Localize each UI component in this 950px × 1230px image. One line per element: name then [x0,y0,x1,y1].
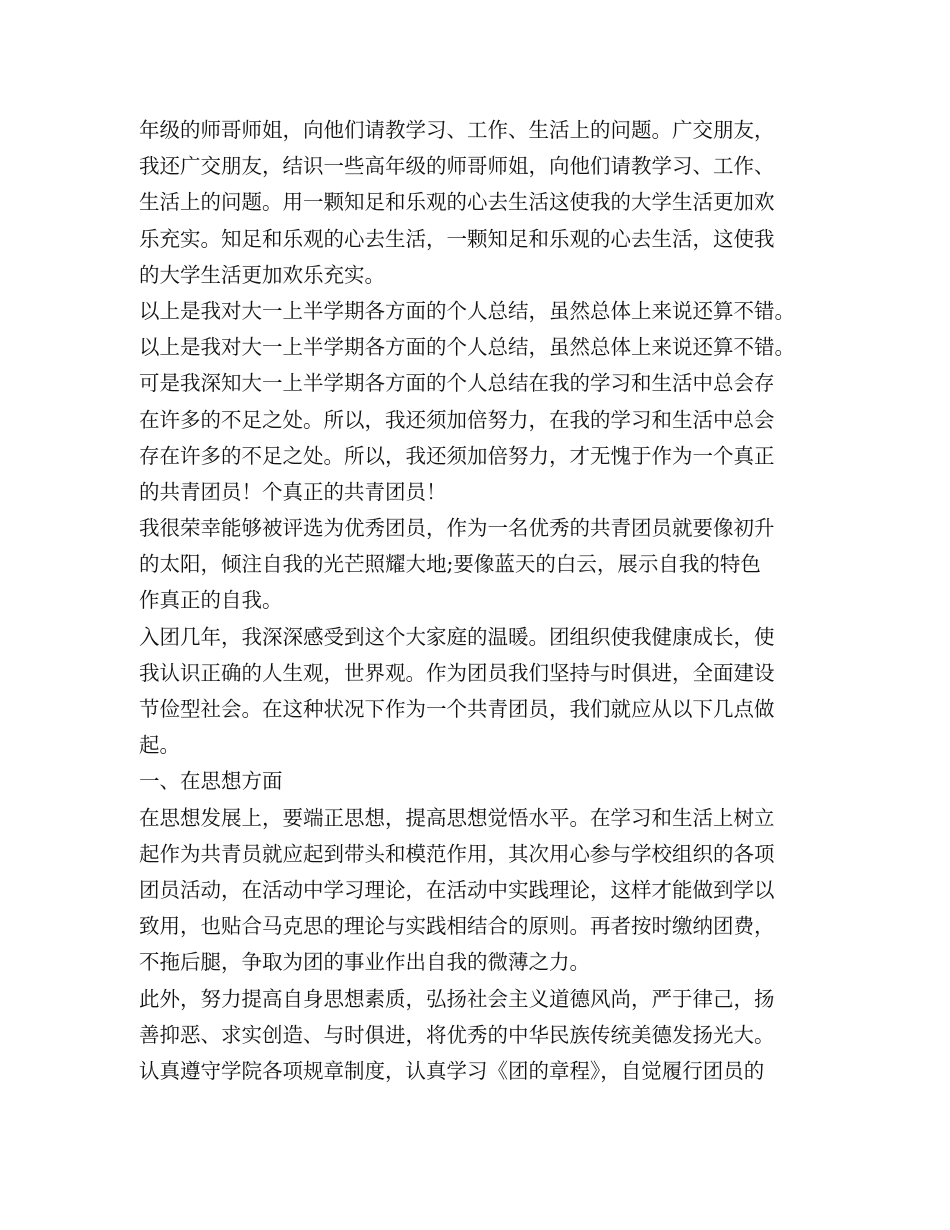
text-line: 我很荣幸能够被评选为优秀团员，作为一名优秀的共青团员就要像初升 [139,516,775,541]
text-line: 的太阳，倾注自我的光芒照耀大地;要像蓝天的白云，展示自我的特色 [139,552,761,577]
text-line: 团员活动，在活动中学习理论，在活动中实践理论，这样才能做到学以 [139,877,775,902]
text-line: 我认识正确的人生观，世界观。作为团员我们坚持与时俱进，全面建设 [139,660,775,685]
text-line: 年级的师哥师姐，向他们请教学习、工作、生活上的问题。广交朋友， [139,118,775,142]
text-line: 入团几年，我深深感受到这个大家庭的温暖。团组织使我健康成长，使 [139,624,775,649]
text-line: 我还广交朋友，结识一些高年级的师哥师姐，向他们请教学习、工作、 [139,154,775,179]
text-line: 以上是我对大一上半学期各方面的个人总结，虽然总体上来说还算不错。 [139,298,795,323]
text-line: 作真正的自我。 [139,588,283,613]
text-line: 的共青团员！个真正的共青团员！ [139,479,447,504]
text-line: 在思想发展上，要端正思想，提高思想觉悟水平。在学习和生活上树立 [139,805,775,830]
text-line: 生活上的问题。用一颗知足和乐观的心去生活这使我的大学生活更加欢 [139,190,775,215]
text-line: 的大学生活更加欢乐充实。 [139,262,385,287]
text-line: 在许多的不足之处。所以，我还须加倍努力，在我的学习和生活中总会 [139,407,775,432]
text-line: 起作为共青员就应起到带头和模范作用，其次用心参与学校组织的各项 [139,841,775,866]
text-line: 乐充实。知足和乐观的心去生活，一颗知足和乐观的心去生活，这使我 [139,226,775,251]
text-line: 此外，努力提高自身思想素质，弘扬社会主义道德风尚，严于律己，扬 [139,986,775,1011]
text-line: 起。 [139,733,180,758]
text-line: 存在许多的不足之处。所以，我还须加倍努力，才无愧于作为一个真正 [139,443,775,468]
document-body [139,112,829,1089]
text-line: 以上是我对大一上半学期各方面的个人总结，虽然总体上来说还算不错。 [139,335,795,360]
text-line: 善抑恶、求实创造、与时俱进，将优秀的中华民族传统美德发扬光大。 [139,1022,775,1047]
text-line: 致用，也贴合马克思的理论与实践相结合的原则。再者按时缴纳团费， [139,914,775,939]
text-line: 不拖后腿，争取为团的事业作出自我的微薄之力。 [139,950,590,975]
section-heading: 一、在思想方面 [139,769,283,794]
text-line: 认真遵守学院各项规章制度，认真学习《团的章程》，自觉履行团员的 [139,1058,765,1083]
text-line: 可是我深知大一上半学期各方面的个人总结在我的学习和生活中总会存 [139,371,775,396]
text-line: 节俭型社会。在这种状况下作为一个共青团员，我们就应从以下几点做 [139,697,775,721]
